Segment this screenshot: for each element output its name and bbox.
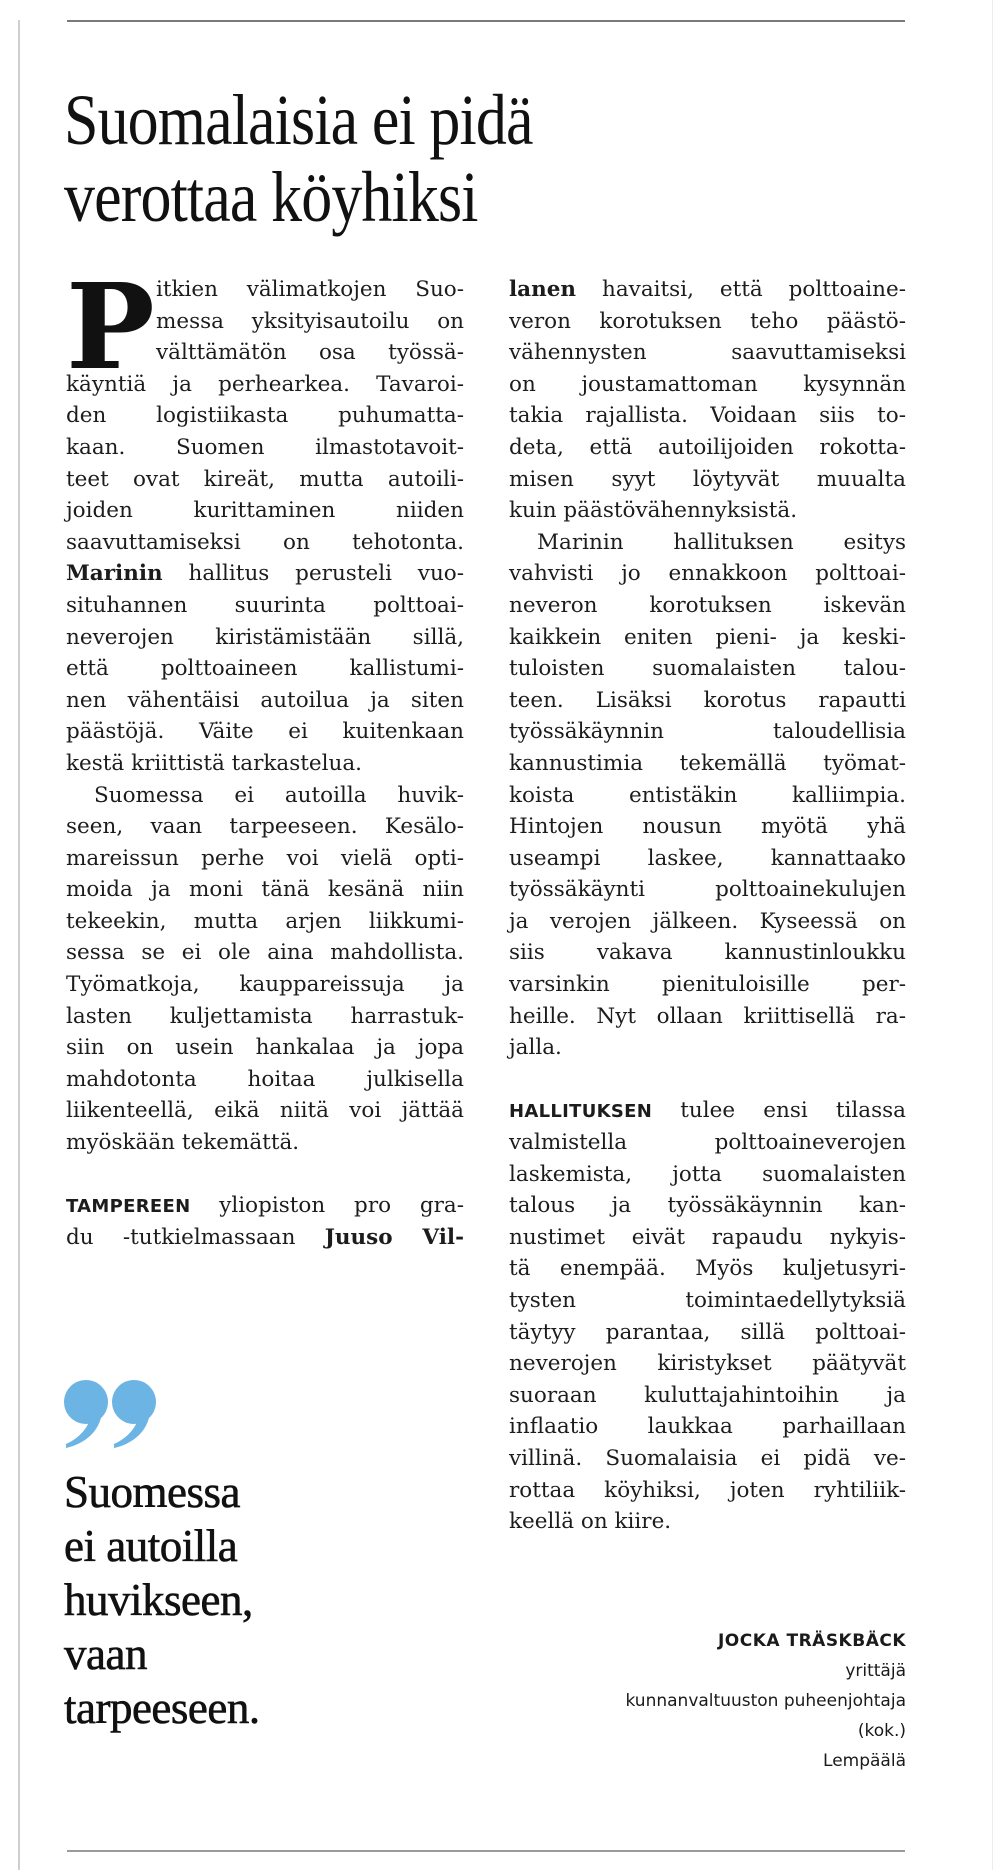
body-line [66, 558, 464, 590]
body-line [66, 653, 464, 685]
body-text: siis vakava kannustinloukku [509, 940, 906, 966]
body-text: den logistiikasta puhumatta- [66, 403, 464, 429]
body-text: rottaa köyhiksi, joten ryhtiliik- [509, 1477, 906, 1503]
body-line [509, 369, 906, 401]
body-line [66, 1222, 464, 1254]
body-line [509, 1222, 906, 1254]
body-line [66, 400, 464, 432]
body-text: kannustimia tekemällä työmat- [509, 750, 906, 776]
body-line [509, 843, 906, 875]
body-text: tysten toimintaedellytyksiä [509, 1288, 906, 1313]
body-line [509, 432, 906, 464]
body-line [509, 874, 906, 906]
body-text: jalla. [509, 1035, 562, 1061]
body-line [509, 1253, 906, 1285]
body-text: tuloisten suomalaisten talou- [509, 656, 906, 682]
author-name: JOCKA TRÄSKBÄCK [717, 1631, 906, 1651]
body-line [509, 780, 906, 812]
body-column-left [66, 257, 464, 1253]
body-line [509, 969, 906, 1001]
body-text: Marinin hallituksen esitys [537, 529, 906, 555]
body-text: sessa se ei ole aina mahdollista. [66, 940, 464, 966]
quote-icon [62, 1378, 162, 1450]
body-text: saavuttamiseksi on tehotonta. [66, 529, 464, 555]
body-line [509, 495, 906, 527]
body-line [66, 1032, 464, 1064]
body-text: Suomessa ei autoilla huvik- [94, 782, 464, 808]
body-line [509, 748, 906, 780]
body-line [66, 1064, 464, 1096]
body-line [509, 274, 906, 306]
body-line [509, 1032, 906, 1064]
body-text: valmistella polttoaineverojen [509, 1130, 906, 1156]
body-line [509, 1348, 906, 1380]
bottom-divider [67, 1850, 905, 1852]
body-text: messa yksityisautoilu on [156, 308, 464, 334]
body-line [509, 306, 906, 338]
headline-line: verottaa köyhiksi [64, 157, 478, 237]
top-divider [67, 20, 905, 22]
body-line [509, 685, 906, 717]
body-line [66, 369, 464, 401]
author-location: Lempäälä [823, 1751, 906, 1771]
body-text: kaan. Suomen ilmastotavoit- [66, 434, 464, 460]
body-text: koista entistäkin kalliimpia. [509, 782, 906, 808]
body-line [509, 1317, 906, 1349]
body-text: vähennysten saavuttamiseksi [509, 340, 906, 366]
body-text: havaitsi, että polttoaine- [576, 277, 906, 302]
author-signature [540, 1626, 906, 1776]
body-text: kuin päästövähennyksistä. [509, 498, 798, 524]
body-text: mareissun perhe voi vielä opti- [66, 845, 464, 871]
body-text: du -tutkielmassaan [66, 1224, 325, 1250]
body-line [66, 464, 464, 496]
pull-quote-line: vaan [64, 1629, 147, 1679]
body-text: että polttoaineen kallistumi- [66, 656, 464, 682]
body-text: myöskään tekemättä. [66, 1130, 300, 1156]
body-line [66, 1095, 464, 1127]
body-line [509, 811, 906, 843]
body-text: situhannen suurinta polttoai- [66, 592, 464, 618]
body-line [66, 337, 464, 369]
body-text: yliopiston pro gra- [190, 1193, 464, 1219]
body-line [66, 622, 464, 654]
body-text: ja verojen jälkeen. Kyseessä on [509, 908, 906, 934]
body-text: Hintojen nousun myötä yhä [509, 814, 906, 840]
drop-cap: P [66, 257, 155, 396]
paragraph-kicker: HALLITUKSEN [509, 1101, 653, 1123]
body-line [66, 874, 464, 906]
body-text: työssäkäynnin taloudellisia [509, 719, 906, 745]
body-text: lasten kuljettamista harrastuk- [66, 1003, 464, 1029]
paragraph-kicker: TAMPEREEN [66, 1196, 191, 1218]
body-text: villinä. Suomalaisia ei pidä ve- [509, 1445, 906, 1471]
body-text: teet ovat kireät, mutta autoili- [66, 466, 464, 492]
body-text: kestä kriittistä tarkastelua. [66, 750, 362, 776]
body-line [509, 1380, 906, 1412]
body-line [66, 906, 464, 938]
body-line [509, 622, 906, 654]
body-line [66, 432, 464, 464]
person-name: Marinin [66, 561, 163, 587]
body-text: mahdotonta hoitaa julkisella [66, 1066, 464, 1092]
body-line [509, 558, 906, 590]
body-text: täytyy parantaa, sillä polttoai- [509, 1319, 906, 1345]
body-text: vahvisti jo ennakkoon polttoai- [509, 561, 906, 587]
body-text: useampi laskee, kannattaako [509, 845, 906, 871]
pull-quote [64, 1465, 424, 1735]
body-line [509, 1095, 906, 1127]
paragraph-gap [509, 1064, 906, 1096]
body-text: nustimet eivät rapaudu nykyis- [509, 1224, 906, 1250]
body-line [66, 590, 464, 622]
pull-quote-line: ei autoilla [64, 1521, 238, 1571]
body-line [509, 400, 906, 432]
body-text: moida ja moni tänä kesänä niin [66, 877, 464, 903]
body-line [66, 1001, 464, 1033]
body-text: hallitus perusteli vuo- [162, 561, 464, 587]
person-name: lanen [509, 277, 577, 302]
body-line [66, 274, 464, 306]
body-text: misen syyt löytyvät muualta [509, 466, 906, 492]
body-line [66, 843, 464, 875]
pull-quote-line: huvikseen, [64, 1575, 253, 1625]
body-text: joiden kurittaminen niiden [66, 498, 464, 524]
body-line [509, 337, 906, 369]
body-line [509, 1285, 906, 1317]
body-text: käyntiä ja perhearkea. Tavaroi- [66, 371, 464, 397]
body-line [66, 527, 464, 559]
body-text: on joustamattoman kysynnän [509, 371, 906, 397]
headline-line: Suomalaisia ei pidä [64, 80, 533, 160]
body-text: nen vähentäisi autoilua ja siten [66, 687, 464, 713]
body-line [509, 1127, 906, 1159]
person-name: Juuso Vil- [324, 1224, 464, 1250]
body-line [509, 716, 906, 748]
body-line [66, 306, 464, 338]
body-line [509, 1001, 906, 1033]
body-line [509, 527, 906, 559]
body-text: heille. Nyt ollaan kriittisellä ra- [509, 1003, 906, 1029]
body-line [509, 1443, 906, 1475]
body-line [509, 906, 906, 938]
body-text: teen. Lisäksi korotus rapautti [509, 687, 906, 713]
body-column-right [509, 274, 906, 1538]
author-title: yrittäjä [845, 1661, 906, 1681]
body-line [66, 969, 464, 1001]
article-headline [64, 82, 786, 236]
paragraph-gap [66, 1159, 464, 1191]
body-text: varsinkin pienituloisille per- [509, 972, 906, 998]
body-text: neverojen kiristykset päätyvät [509, 1351, 906, 1377]
body-line [66, 811, 464, 843]
body-text: keellä on kiire. [509, 1509, 672, 1535]
author-party: (kok.) [857, 1721, 906, 1741]
body-text: laskemista, jotta suomalaisten [509, 1161, 906, 1187]
body-text: itkien välimatkojen Suo- [156, 277, 464, 302]
body-text: neveron korotuksen iskevän [509, 592, 906, 618]
body-line [66, 716, 464, 748]
body-text: välttämätön osa työssä- [156, 340, 464, 366]
body-line [509, 1411, 906, 1443]
body-line [509, 1475, 906, 1507]
body-line [66, 937, 464, 969]
pull-quote-line: tarpeeseen. [64, 1683, 260, 1733]
body-line [66, 1127, 464, 1159]
body-line [509, 1159, 906, 1191]
body-line [509, 937, 906, 969]
body-line [66, 685, 464, 717]
pull-quote-line: Suomessa [64, 1467, 240, 1517]
body-text: tulee ensi tilassa [652, 1098, 906, 1124]
body-text: talous ja työssäkäynnin kan- [509, 1193, 906, 1219]
page-edge-line [18, 20, 20, 1870]
body-text: tekeekin, mutta arjen liikkumi- [66, 908, 464, 934]
body-line [509, 653, 906, 685]
body-line [66, 780, 464, 812]
body-text: päästöjä. Väite ei kuitenkaan [66, 719, 464, 745]
body-line [66, 748, 464, 780]
body-text: työssäkäynti polttoainekulujen [509, 877, 906, 903]
body-text: seen, vaan tarpeeseen. Kesälo- [66, 814, 464, 840]
body-text: takia rajallista. Voidaan siis to- [509, 403, 906, 429]
body-line [66, 495, 464, 527]
body-text: liikenteellä, eikä niitä voi jättää [66, 1098, 464, 1124]
body-text: inflaatio laukkaa parhaillaan [509, 1414, 906, 1440]
body-text: suoraan kuluttajahintoihin ja [509, 1382, 906, 1408]
author-title: kunnanvaltuuston puheenjohtaja [625, 1691, 906, 1711]
page-edge-line-right [992, 0, 993, 1870]
body-text: deta, että autoilijoiden rokotta- [509, 434, 906, 460]
body-line [509, 1190, 906, 1222]
body-line [509, 464, 906, 496]
body-text: Työmatkoja, kauppareissuja ja [66, 972, 464, 998]
body-text: kaikkein eniten pieni- ja keski- [509, 624, 906, 650]
body-text: siin on usein hankalaa ja jopa [66, 1035, 464, 1061]
body-line [66, 1190, 464, 1222]
body-text: tä enempää. Myös kuljetusyri- [509, 1256, 906, 1282]
body-text: neverojen kiristämistään sillä, [66, 624, 464, 650]
body-text: veron korotuksen teho päästö- [509, 308, 906, 334]
body-line [509, 1506, 906, 1538]
body-line [509, 590, 906, 622]
